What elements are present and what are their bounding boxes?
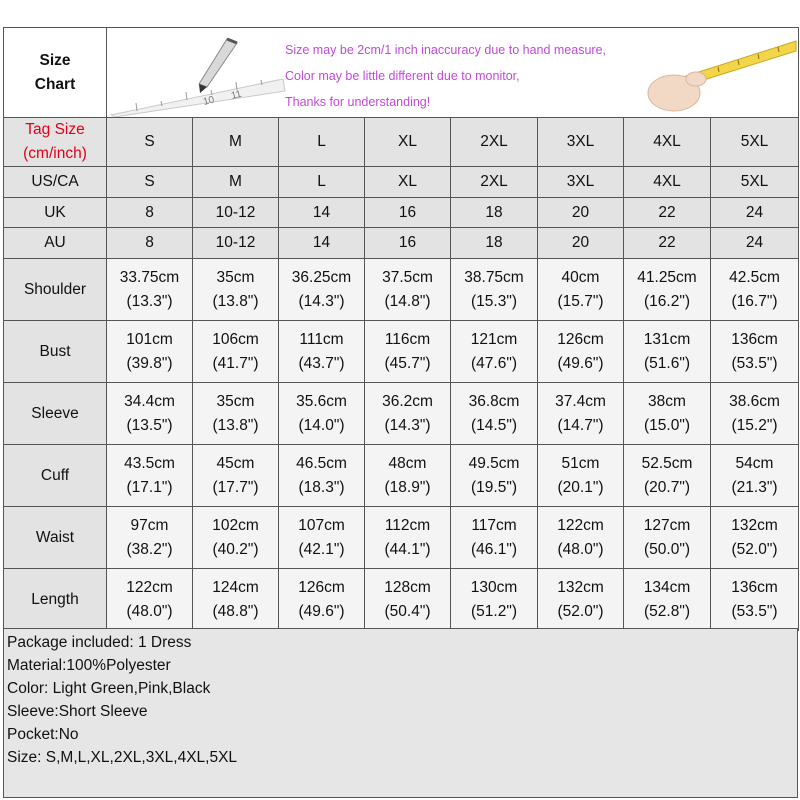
inch-value: (13.5") [126,416,173,434]
inch-value: (16.2") [644,292,690,310]
cm-value: 49.5cm [468,454,520,472]
measurement-cell [624,259,711,321]
conversion-cell: 18 [451,198,538,228]
tag-size-cell: L [279,118,365,167]
measurement-cell [107,259,193,321]
inch-value: (47.6") [471,354,517,372]
conversion-cell: S [107,167,193,198]
measurement-cell [365,507,451,569]
measurement-cell [279,569,365,631]
conversion-cell: 22 [624,198,711,228]
conversion-cell: 22 [624,228,711,259]
cm-value: 126cm [557,330,604,348]
inch-value: (14.8") [384,292,431,310]
conversion-cell: XL [365,167,451,198]
measurements-body [4,259,799,631]
cm-value: 37.5cm [382,268,433,286]
conversion-cell: 10-12 [193,228,279,259]
inch-value: (51.6") [644,354,690,372]
measurement-row [4,383,799,445]
cm-value: 136cm [731,330,778,348]
inch-value: (52.0") [557,602,604,620]
conversion-cell: M [193,167,279,198]
inch-value: (41.7") [212,354,259,372]
cm-value: 122cm [557,516,604,534]
cm-value: 126cm [298,578,345,596]
inch-value: (48.0") [126,602,173,620]
tag-size-cell: 3XL [538,118,624,167]
ruler-tick-label: 11 [230,88,243,102]
tag-size-cell: 2XL [451,118,538,167]
size-chart-table [3,27,799,631]
inch-value: (49.6") [298,602,345,620]
conversion-cell: 10-12 [193,198,279,228]
measurement-label: Sleeve [4,383,107,445]
measurement-row [4,445,799,507]
inch-value: (20.1") [557,478,604,496]
detail-line: Size: S,M,L,XL,2XL,3XL,4XL,5XL [7,749,238,766]
cm-value: 116cm [384,330,431,348]
measurement-cell [624,569,711,631]
measurement-cell [279,383,365,445]
cm-value: 33.75cm [119,268,180,286]
cm-value: 101cm [126,330,173,348]
cm-value: 35cm [216,268,255,286]
inch-value: (15.0") [644,416,690,434]
measurement-cell [624,383,711,445]
cm-value: 121cm [470,330,518,348]
detail-line: Color: Light Green,Pink,Black [7,680,211,697]
measurement-cell [365,383,451,445]
inch-value: (42.1") [298,540,345,558]
measurement-cell [538,383,624,445]
note-line: Color may be little different due to monitor, [285,68,520,83]
measurement-cell [624,321,711,383]
inch-value: (13.3") [126,292,173,310]
measurement-cell [107,569,193,631]
measurement-cell [107,445,193,507]
cm-value: 122cm [126,578,173,596]
measurement-label: Waist [4,507,107,569]
measurement-cell [538,445,624,507]
note-line: Size may be 2cm/1 inch inaccuracy due to hand measure, [285,42,607,57]
inch-value: (50.0") [644,540,690,558]
inch-value: (44.1") [384,540,431,558]
tag-size-cell: S [107,118,193,167]
notes-text [285,37,606,115]
measurement-cell [193,259,279,321]
inch-value: (15.2") [731,416,778,434]
conversion-cell: 20 [538,228,624,259]
cm-value: 102cm [212,516,259,534]
inch-value: (17.1") [126,478,173,496]
tag-size-cell: M [193,118,279,167]
tag-size-cell: XL [365,118,451,167]
inch-value: (21.3") [731,478,778,496]
conversion-cell: 8 [107,228,193,259]
measurement-cell [193,569,279,631]
cm-value: 34.4cm [124,392,175,410]
conversion-cell: 2XL [451,167,538,198]
tag-size-cell: 4XL [624,118,711,167]
cm-value: 127cm [643,516,691,534]
cm-value: 37.4cm [555,392,606,410]
conversion-cell: 4XL [624,167,711,198]
measurement-cell [107,321,193,383]
cm-value: 46.5cm [296,454,347,472]
measurement-cell [193,445,279,507]
measuring-tape-hand-icon [638,29,798,117]
inch-value: (19.5") [471,478,517,496]
tag-size-unit-line: (cm/inch) [23,145,87,162]
region-label: AU [4,228,107,259]
tag-size-label [4,118,107,167]
tag-size-cell: 5XL [711,118,799,167]
cm-value: 134cm [643,578,691,596]
header-row [4,28,799,118]
measurement-cell [279,445,365,507]
cm-value: 52.5cm [641,454,693,472]
measurement-cell [365,445,451,507]
inch-value: (20.7") [644,478,690,496]
conversion-row [4,228,799,259]
cm-value: 131cm [643,330,691,348]
cm-value: 38.6cm [729,392,780,410]
conversion-cell: 3XL [538,167,624,198]
cm-value: 136cm [731,578,778,596]
cm-value: 128cm [384,578,431,596]
measurement-cell [279,507,365,569]
ruler-pencil-icon [107,29,287,117]
conversion-cell: 5XL [711,167,799,198]
inch-value: (18.3") [298,478,345,496]
inch-value: (13.8") [212,292,259,310]
measurement-cell [451,569,538,631]
measurement-label: Cuff [4,445,107,507]
conversion-cell: 24 [711,228,799,259]
measurement-row [4,507,799,569]
measurement-cell [107,383,193,445]
inch-value: (14.5") [471,416,517,434]
ruler-tick-label: 10 [202,94,216,108]
measurement-cell [365,321,451,383]
cm-value: 41.25cm [637,268,697,286]
measurement-cell [193,383,279,445]
inch-value: (49.6") [557,354,604,372]
measurement-row [4,259,799,321]
inch-value: (14.0") [298,416,345,434]
measurement-label: Length [4,569,107,631]
measurement-cell [711,383,799,445]
conversion-cell: 20 [538,198,624,228]
inch-value: (15.3") [471,292,517,310]
measurement-cell [711,445,799,507]
conversion-cell: 24 [711,198,799,228]
tag-size-row [4,118,799,167]
inch-value: (38.2") [126,540,173,558]
cm-value: 107cm [298,516,345,534]
measurement-cell [711,507,799,569]
measurement-label: Shoulder [4,259,107,321]
measurement-row [4,569,799,631]
conversion-row [4,198,799,228]
conversion-cell: 14 [279,228,365,259]
conversion-cell: 8 [107,198,193,228]
conversion-cell: 14 [279,198,365,228]
conversion-row [4,167,799,198]
cm-value: 54cm [735,454,774,472]
measurement-cell [365,569,451,631]
inch-value: (52.0") [731,540,778,558]
measurement-cell [711,259,799,321]
inch-value: (53.5") [731,602,778,620]
measurement-cell [538,259,624,321]
inch-value: (48.8") [212,602,259,620]
measurement-cell [624,445,711,507]
inch-value: (13.8") [212,416,259,434]
conversion-cell: 18 [451,228,538,259]
cm-value: 36.8cm [468,392,520,410]
inch-value: (18.9") [384,478,431,496]
inch-value: (14.3") [384,416,431,434]
measurement-cell [711,321,799,383]
cm-value: 48cm [388,454,427,472]
cm-value: 36.2cm [382,392,433,410]
inch-value: (53.5") [731,354,778,372]
measurement-row [4,321,799,383]
measurement-cell [279,259,365,321]
detail-line: Pocket:No [7,726,79,743]
cm-value: 106cm [212,330,259,348]
cm-value: 38cm [648,392,686,410]
measurement-cell [538,507,624,569]
inch-value: (14.3") [298,292,345,310]
inch-value: (17.7") [212,478,259,496]
measurement-label: Bust [4,321,107,383]
region-label: UK [4,198,107,228]
cm-value: 132cm [731,516,778,534]
cm-value: 35.6cm [296,392,347,410]
cm-value: 112cm [384,516,431,534]
detail-line: Sleeve:Short Sleeve [7,703,148,720]
conversion-cell: 16 [365,198,451,228]
cm-value: 43.5cm [124,454,175,472]
title-line: Chart [34,75,76,93]
cm-value: 35cm [216,392,255,410]
measurement-cell [538,569,624,631]
cm-value: 132cm [557,578,604,596]
inch-value: (46.1") [471,540,517,558]
cm-value: 36.25cm [291,268,352,286]
measurement-cell [365,259,451,321]
cm-value: 42.5cm [729,268,780,286]
inch-value: (45.7") [384,354,431,372]
inch-value: (16.7") [731,292,778,310]
cm-value: 111cm [299,330,344,348]
product-details [3,628,798,798]
conversion-cell: 16 [365,228,451,259]
inch-value: (39.8") [126,354,173,372]
measurement-cell [711,569,799,631]
measurement-cell [107,507,193,569]
measurement-cell [451,445,538,507]
region-label: US/CA [4,167,107,198]
measurement-cell [624,507,711,569]
inch-value: (15.7") [557,292,604,310]
inch-value: (40.2") [212,540,259,558]
cm-value: 130cm [470,578,518,596]
measurement-cell [193,321,279,383]
inch-value: (52.8") [644,602,690,620]
conversion-cell: L [279,167,365,198]
tag-size-label-line: Tag Size [25,121,85,138]
note-line: Thanks for understanding! [285,94,431,109]
measurement-cell [193,507,279,569]
cm-value: 38.75cm [464,268,524,286]
size-chart-title [4,28,107,118]
measurement-cell [451,507,538,569]
measurement-cell [538,321,624,383]
cm-value: 45cm [216,454,255,472]
cm-value: 51cm [561,454,600,472]
inch-value: (51.2") [471,602,517,620]
measurement-cell [451,259,538,321]
detail-line: Material:100%Polyester [7,657,171,674]
inch-value: (43.7") [298,354,345,372]
detail-line: Package included: 1 Dress [7,634,192,651]
cm-value: 117cm [471,516,517,534]
measurement-cell [279,321,365,383]
inch-value: (48.0") [557,540,604,558]
title-line: Size [39,51,71,69]
cm-value: 97cm [130,516,169,534]
inch-value: (14.7") [557,416,604,434]
notes-banner [107,28,799,118]
cm-value: 124cm [212,578,259,596]
measurement-cell [451,383,538,445]
inch-value: (50.4") [384,602,431,620]
cm-value: 40cm [561,268,600,286]
measurement-cell [451,321,538,383]
